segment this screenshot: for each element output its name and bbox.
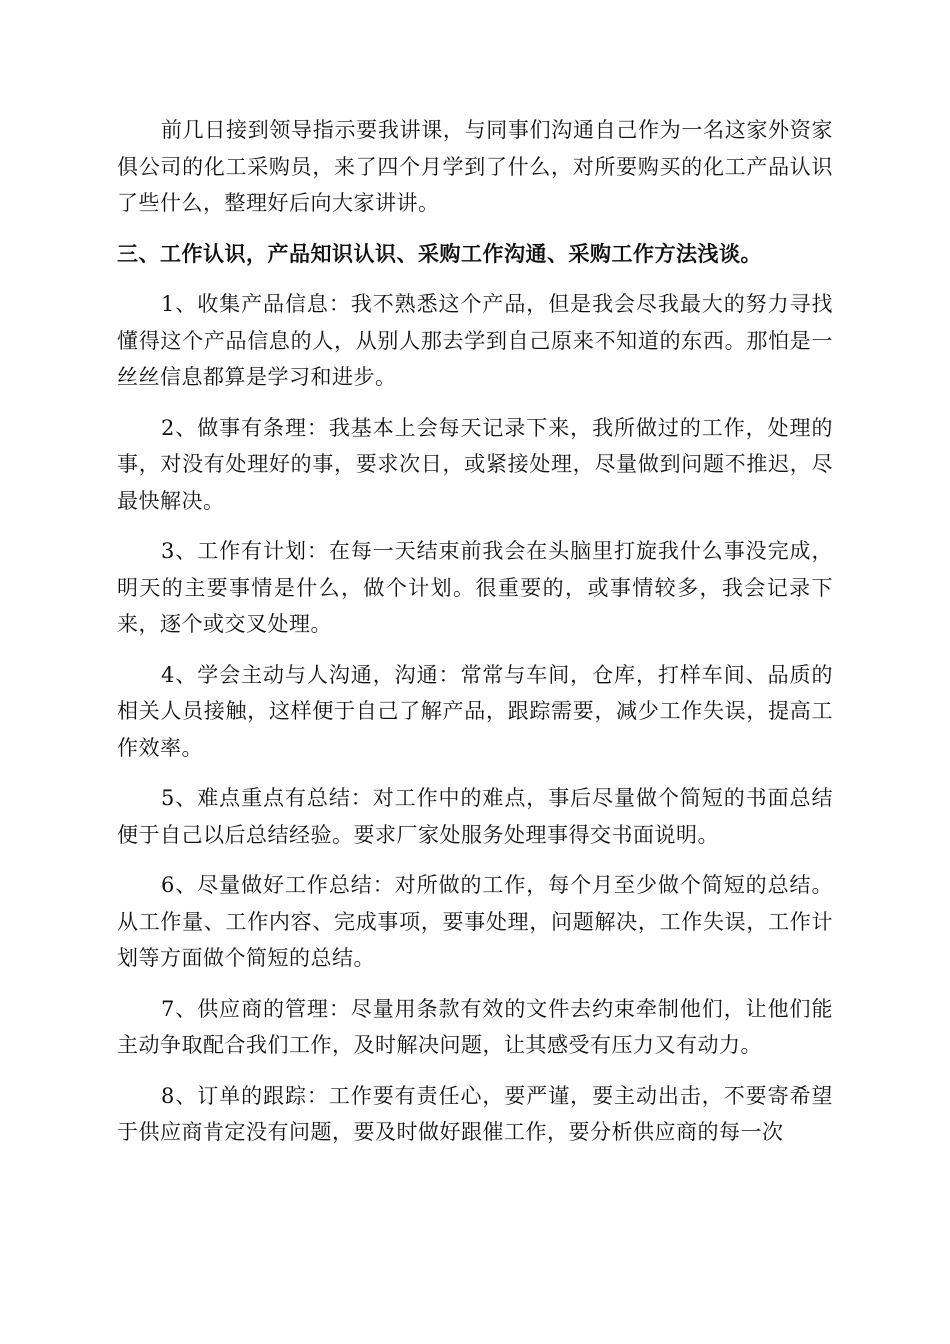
item-paragraph-7: 7、供应商的管理：尽量用条款有效的文件去约束牵制他们，让他们能主动争取配合我们工作，及时解决问题，让其感受有压力又有动力。 [117,996,833,1057]
section-heading: 三、工作认识，产品知识认识、采购工作沟通、采购工作方法浅谈。 [117,241,762,266]
item-paragraph-5: 5、难点重点有总结：对工作中的难点，事后尽量做个简短的书面总结便于自己以后总结经验。要求厂家处服务处理事得交书面说明。 [117,786,833,847]
item-paragraph-8: 8、订单的跟踪：工作要有责任心，要严谨，要主动出击，不要寄希望于供应商肯定没有问题，要及时做好跟催工作，要分析供应商的每一次 [117,1083,833,1144]
item-paragraph-2: 2、做事有条理：我基本上会每天记录下来，我所做过的工作，处理的事，对没有处理好的事，要求次日，或紧接处理，尽量做到问题不推迟，尽最快解决。 [117,415,833,513]
item-paragraph-3: 3、工作有计划：在每一天结束前我会在头脑里打旋我什么事没完成，明天的主要事情是什么，做个计划。很重要的，或事情较多，我会记录下来，逐个或交叉处理。 [117,539,833,636]
item-paragraph-4: 4、学会主动与人沟通，沟通：常常与车间，仓库，打样车间、品质的相关人员接触，这样便于自己了解产品，跟踪需要，减少工作失误，提高工作效率。 [117,662,833,760]
intro-paragraph: 前几日接到领导指示要我讲课，与同事们沟通自己作为一名这家外资家俱公司的化工采购员，来了四个月学到了什么，对所要购买的化工产品认识了些什么，整理好后向大家讲讲。 [117,118,833,215]
document-page [117,112,833,1165]
item-paragraph-1: 1、收集产品信息：我不熟悉这个产品，但是我会尽我最大的努力寻找懂得这个产品信息的人，从别人那去学到自己原来不知道的东西。那怕是一丝丝信息都算是学习和进步。 [117,292,833,389]
item-paragraph-6: 6、尽量做好工作总结：对所做的工作，每个月至少做个简短的总结。从工作量、工作内容、完成事项，要事处理，问题解决，工作失误，工作计划等方面做个简短的总结。 [117,873,833,970]
